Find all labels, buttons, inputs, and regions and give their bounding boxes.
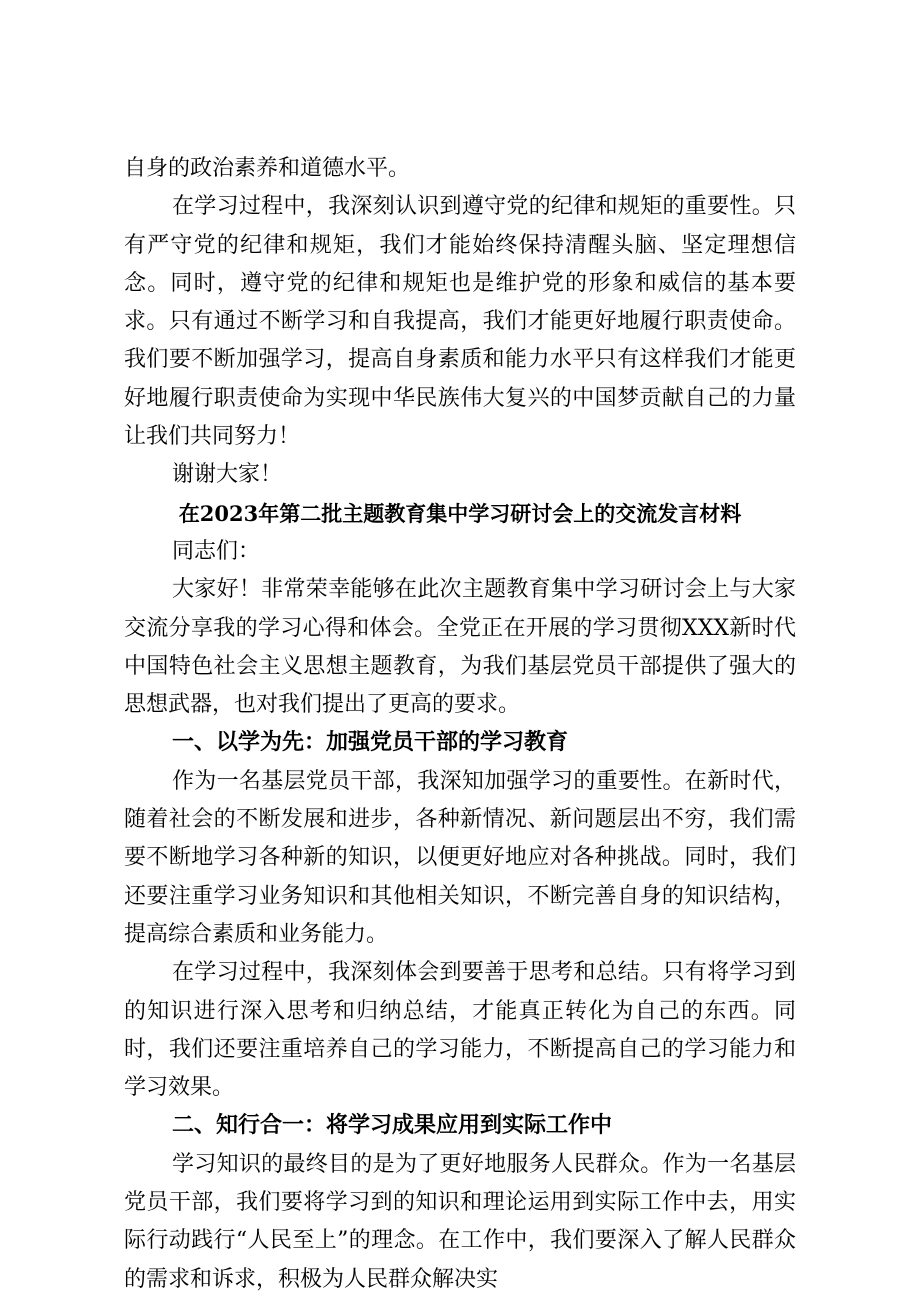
section-heading-2: 二、知行合一：将学习成果应用到实际工作中 [172, 1113, 613, 1139]
paragraph-continuation: 自身的政治素养和道德水平。 [124, 156, 411, 181]
paragraph-salutation: 同志们： [172, 538, 261, 564]
paragraph-study-importance: 作为一名基层党员干部，我深知加强学习的重要性。在新时代，随着社会的不断发展和进步，各种新情况、新问题层出不穷，我们需要不断地学习各种新的知识，以便更好地应对各种挑战。同时，我们还要注重学习业务知识和其他相关知识，不断完善自身的知识结构，提高综合素质和业务能力。 [124, 768, 796, 947]
paragraph-practice: 学习知识的最终目的是为了更好地服务人民群众。作为一名基层党员干部，我们要将学习到的知识和理论运用到实际工作中去，用实际行动践行“人民至上”的理念。在工作中，我们要深入了解人民群众的需求和诉求，积极为人民群众解决实 [124, 1151, 796, 1292]
document-body [124, 150, 796, 1299]
paragraph-thanks: 谢谢大家！ [172, 462, 283, 488]
paragraph-discipline: 在学习过程中，我深刻认识到遵守党的纪律和规矩的重要性。只有严守党的纪律和规矩，我们才能始终保持清醒头脑、坚定理想信念。同时，遵守党的纪律和规矩也是维护党的形象和威信的基本要求。只有通过不断学习和自我提高，我们才能更好地履行职责使命。我们要不断加强学习，提高自身素质和能力水平只有这样我们才能更好地履行职责使命为实现中华民族伟大复兴的中国梦贡献自己的力量让我们共同努力！ [124, 194, 796, 450]
paragraph-greeting: 大家好！非常荣幸能够在此次主题教育集中学习研讨会上与大家交流分享我的学习心得和体会。全党正在开展的学习贯彻XXX新时代中国特色社会主义思想主题教育，为我们基层党员干部提供了强大的思想武器，也对我们提出了更高的要求。 [124, 577, 796, 718]
paragraph-reflection: 在学习过程中，我深刻体会到要善于思考和总结。只有将学习到的知识进行深入思考和归纳总结，才能真正转化为自己的东西。同时，我们还要注重培养自己的学习能力，不断提高自己的学习能力和学习效果。 [124, 960, 796, 1101]
document-title: 在2023年第二批主题教育集中学习研讨会上的交流发言材料 [178, 500, 742, 526]
section-heading-1: 一、以学为先：加强党员干部的学习教育 [172, 730, 569, 756]
